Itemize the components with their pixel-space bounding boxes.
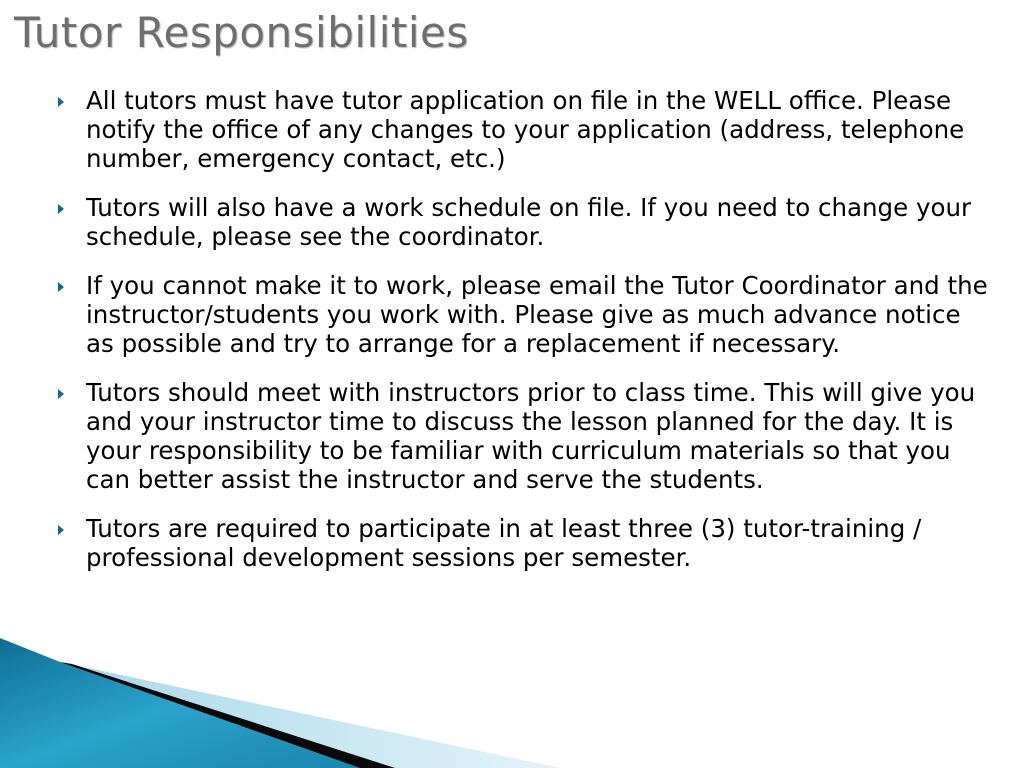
bullet-item [56, 271, 996, 358]
triangle-bullet-icon [58, 282, 64, 292]
bullet-item [56, 378, 996, 494]
bullet-text: If you cannot make it to work, please email the Tutor Coordinator and the instructor/students you work with. Please give as much advance notice as possible and try to arrange for a replacement if necessary. [86, 271, 988, 358]
triangle-bullet-icon [58, 97, 64, 107]
bullet-item [56, 514, 996, 572]
bullet-list [56, 86, 996, 592]
slide-title: Tutor Responsibilities [14, 8, 469, 57]
corner-decoration [0, 638, 1024, 768]
bullet-item [56, 193, 996, 251]
bullet-text: Tutors should meet with instructors prior to class time. This will give you and your instructor time to discuss the lesson planned for the day. It is your responsibility to be familiar with curriculum materials so that you can better assist the instructor and serve the students. [86, 378, 976, 494]
triangle-bullet-icon [58, 389, 64, 399]
bullet-item [56, 86, 996, 173]
triangle-bullet-icon [58, 525, 64, 535]
bullet-text: Tutors will also have a work schedule on file. If you need to change your schedule, please see the coordinator. [86, 193, 972, 251]
triangle-bullet-icon [58, 204, 64, 214]
bullet-text: Tutors are required to participate in at least three (3) tutor-training / professional development sessions per semester. [86, 514, 922, 572]
bullet-text: All tutors must have tutor application on file in the WELL office. Please notify the office of any changes to your application (address, telephone number, emergency contact, etc.) [86, 86, 965, 173]
